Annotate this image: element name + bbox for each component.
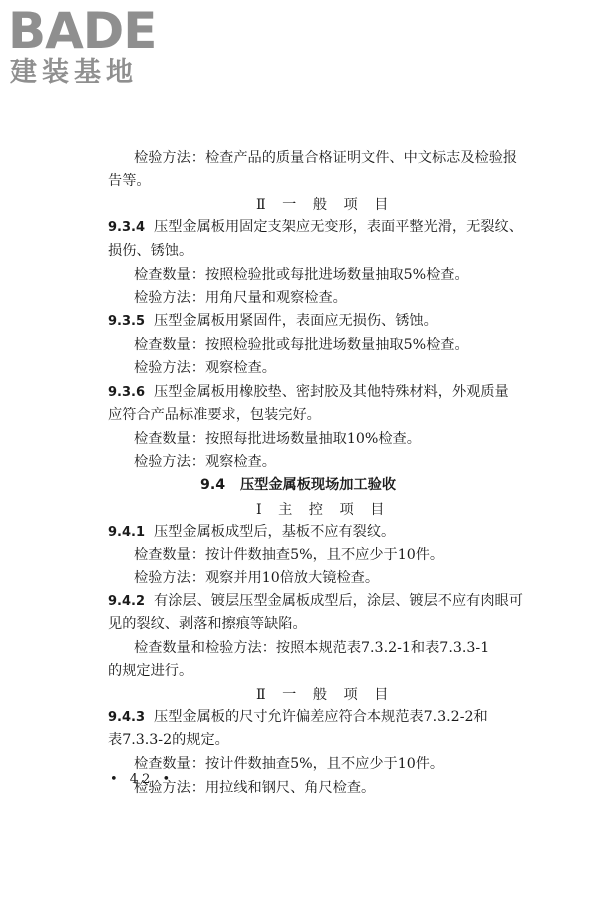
clause-text: 压型金属板用橡胶垫、密封胶及其他特殊材料，外观质量 — [154, 384, 509, 400]
clause-line — [108, 591, 523, 612]
section-title: 压型金属板现场加工验收 — [239, 477, 397, 493]
text-line: 检查数量：按照每批进场数量抽取10%检查。 — [134, 431, 421, 447]
text-line: 的规定进行。 — [108, 663, 194, 679]
clause-number: 9.3.4 — [108, 220, 146, 235]
subsection-heading: Ⅰ 主 控 项 目 — [256, 502, 391, 518]
text-line: 检验方法：观察检查。 — [134, 454, 276, 470]
text-line: 检查数量：按计件数抽查5%，且不应少于10件。 — [134, 547, 445, 563]
text-line: 检验方法：用拉线和钢尺、角尺检查。 — [134, 780, 376, 796]
clause-number: 9.3.5 — [108, 314, 146, 329]
clause-line — [108, 311, 438, 332]
text-line: 见的裂纹、剥落和擦痕等缺陷。 — [108, 616, 307, 632]
text-line: 表7.3.3-2的规定。 — [108, 732, 229, 748]
text-line: 检验方法：用角尺量和观察检查。 — [134, 290, 347, 306]
text-line: 应符合产品标准要求，包装完好。 — [108, 407, 321, 423]
text-line: 检查数量：按计件数抽查5%，且不应少于10件。 — [134, 756, 445, 772]
page-number: • 42 • — [110, 772, 175, 787]
text-line: 检验方法：检查产品的质量合格证明文件、中文标志及检验报 — [134, 150, 518, 166]
subsection-heading: Ⅱ 一 般 项 目 — [256, 687, 395, 703]
clause-line — [108, 217, 523, 238]
text-line: 检查数量：按照检验批或每批进场数量抽取5%检查。 — [134, 337, 469, 353]
clause-text: 有涂层、镀层压型金属板成型后，涂层、镀层不应有肉眼可 — [154, 593, 523, 609]
clause-number: 9.4.2 — [108, 594, 146, 609]
clause-number: 9.4.1 — [108, 525, 146, 540]
subsection-heading: Ⅱ 一 般 项 目 — [256, 197, 395, 213]
text-line: 告等。 — [108, 173, 151, 189]
logo-word: BADE — [8, 2, 157, 60]
text-line: 检验方法：观察检查。 — [134, 360, 276, 376]
section-number: 9.4 — [200, 477, 226, 493]
clause-text: 压型金属板的尺寸允许偏差应符合本规范表7.3.2-2和 — [154, 709, 488, 725]
text-line: 检查数量和检验方法：按照本规范表7.3.2-1和表7.3.3-1 — [134, 640, 490, 656]
bade-logo — [8, 2, 178, 90]
clause-text: 压型金属板成型后，基板不应有裂纹。 — [154, 524, 396, 540]
logo-chinese: 建装基地 — [10, 57, 138, 88]
clause-number: 9.4.3 — [108, 710, 146, 725]
text-line: 损伤、锈蚀。 — [108, 243, 194, 259]
clause-number: 9.3.6 — [108, 385, 146, 400]
text-line: 检查数量：按照检验批或每批进场数量抽取5%检查。 — [134, 267, 469, 283]
clause-text: 压型金属板用紧固件，表面应无损伤、锈蚀。 — [154, 313, 438, 329]
clause-line — [108, 382, 509, 403]
clause-line — [108, 707, 488, 728]
clause-line — [108, 522, 395, 543]
clause-text: 压型金属板用固定支架应无变形，表面平整光滑，无裂纹、 — [154, 219, 523, 235]
text-line: 检验方法：观察并用10倍放大镜检查。 — [134, 570, 380, 586]
section-heading — [200, 475, 396, 495]
